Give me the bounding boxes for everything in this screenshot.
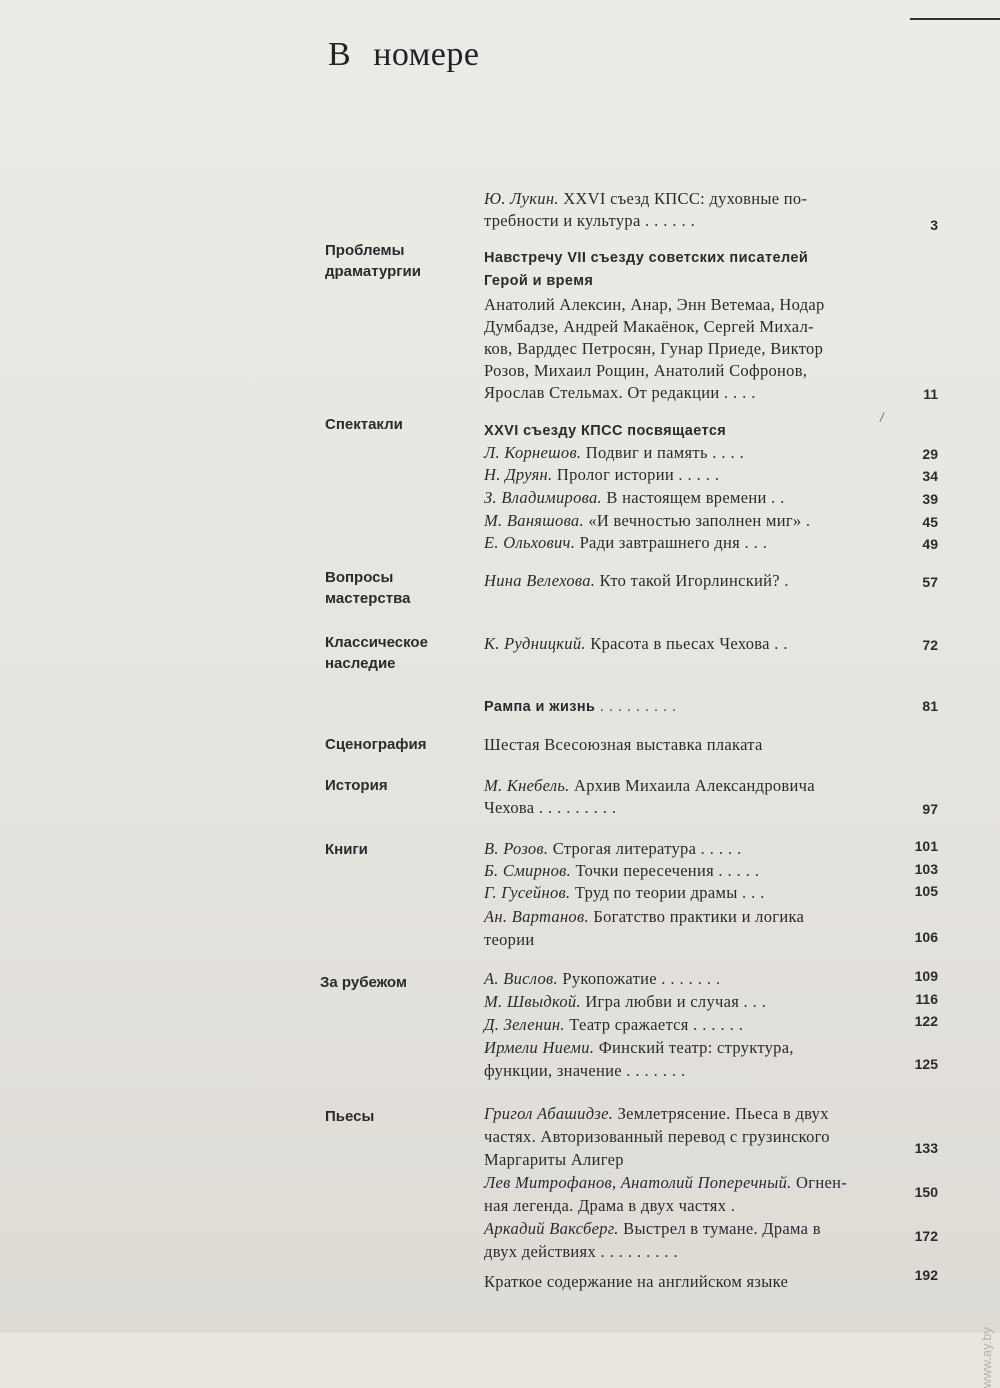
page-number: 106	[914, 929, 938, 945]
page-number: 49	[922, 536, 938, 552]
entry-line: Г. Гусейнов. Труд по теории драмы ...	[484, 883, 770, 902]
title-letter: В	[328, 36, 352, 73]
entry-line: Ирмели Ниеми. Финский театр: структура,	[484, 1038, 794, 1057]
page-number: 103	[914, 861, 938, 877]
page-number: 105	[914, 883, 938, 899]
page-number: 172	[914, 1228, 938, 1244]
page-number: 109	[914, 968, 938, 984]
page-number: 11	[923, 386, 938, 402]
entry-text: ков, Варддес Петросян, Гунар Приеде, Виктор	[484, 339, 824, 358]
entry-line: Аркадий Ваксберг. Выстрел в тумане. Драма в	[484, 1219, 821, 1238]
entry-line: М. Ваняшова. «И вечностью заполнен миг» .	[484, 511, 816, 530]
entry-line: Ан. Вартанов. Богатство практики и логика	[484, 907, 805, 926]
entry-line: Чехова .........	[484, 798, 621, 817]
entry-lukin-line1: Ю. Лукин. XXVI съезд КПСС: духовные по-	[484, 189, 808, 208]
entry-line: ная легенда. Драма в двух частях .	[484, 1196, 740, 1215]
title-word: номере	[373, 36, 480, 73]
section-craft: Вопросы мастерства	[325, 569, 411, 607]
section-performances: Спектакли	[325, 416, 403, 433]
page-title	[328, 36, 479, 74]
page-number: 81	[922, 698, 938, 714]
page-number: 34	[922, 468, 938, 484]
entry-line: З. Владимирова. В настоящем времени ..	[484, 488, 790, 507]
entry-line: Н. Друян. Пролог истории .....	[484, 465, 725, 484]
section-history: История	[325, 777, 388, 794]
page-number: 39	[922, 491, 938, 507]
entry-lukin-line2: требности и культура ......	[484, 211, 700, 230]
entry-line: двух действиях .........	[484, 1242, 683, 1261]
entry-heading: XXVI съезду КПСС посвящается	[484, 423, 727, 439]
entry-line: А. Вислов. Рукопожатие .......	[484, 969, 726, 988]
pencil-mark: /	[880, 410, 884, 425]
page-number: 122	[914, 1013, 938, 1029]
page-number: 101	[914, 838, 938, 854]
section-dramaturgy: Проблемы драматургии	[325, 242, 421, 280]
entry-line: Е. Ольхович. Ради завтрашнего дня ...	[484, 533, 772, 552]
watermark: www.ay.by	[979, 1327, 994, 1388]
entry-heading: Навстречу VII съезду советских писателей	[484, 250, 809, 266]
page-number: 3	[930, 217, 938, 233]
entry-text: Шестая Всесоюзная выставка плаката	[484, 735, 763, 754]
entry-text: Краткое содержание на английском языке	[484, 1272, 789, 1291]
page-number: 29	[922, 446, 938, 462]
entry-line: Лев Митрофанов, Анатолий Поперечный. Огнен-	[484, 1173, 848, 1192]
entry-line: Григол Абашидзе. Землетрясение. Пьеса в двух	[484, 1104, 829, 1123]
page-number: 192	[914, 1267, 938, 1283]
page-number: 125	[914, 1056, 938, 1072]
entry-line: частях. Авторизованный перевод с грузинского	[484, 1127, 830, 1146]
entry-text: Розов, Михаил Рощин, Анатолий Софронов,	[484, 361, 808, 380]
page-number: 150	[914, 1184, 938, 1200]
entry-line: В. Розов. Строгая литература .....	[484, 839, 747, 858]
entry-line: Д. Зеленин. Театр сражается ......	[484, 1015, 748, 1034]
entry-text: Анатолий Алексин, Анар, Энн Ветемаа, Нодар	[484, 295, 825, 314]
page-number: 116	[915, 991, 938, 1007]
entry-heading: Рампа и жизнь .........	[484, 699, 682, 715]
page-number: 133	[914, 1140, 938, 1156]
entry-line: М. Кнебель. Архив Михаила Александровича	[484, 776, 815, 795]
entry-line: Б. Смирнов. Точки пересечения .....	[484, 861, 765, 880]
section-classics: Классическое наследие	[325, 634, 428, 672]
top-rule	[910, 18, 1000, 20]
entry-line: Л. Корнешов. Подвиг и память ....	[484, 443, 749, 462]
entry-line: Нина Велехова. Кто такой Игорлинский? .	[484, 571, 794, 590]
entry-line: К. Рудницкий. Красота в пьесах Чехова ..	[484, 634, 793, 653]
section-plays: Пьесы	[325, 1108, 375, 1125]
section-scenography: Сценография	[325, 736, 427, 753]
entry-line: М. Швыдкой. Игра любви и случая ...	[484, 992, 771, 1011]
section-abroad: За рубежом	[320, 974, 407, 991]
page-number: 57	[922, 574, 938, 590]
page-number: 72	[922, 637, 938, 653]
page-number: 45	[922, 514, 938, 530]
entry-text: Ярослав Стельмах. От редакции ....	[484, 383, 761, 402]
entry-text: Думбадзе, Андрей Макаёнок, Сергей Михал-	[484, 317, 814, 336]
entry-line: теории	[484, 930, 535, 949]
entry-line: Маргариты Алигер	[484, 1150, 624, 1169]
entry-heading: Герой и время	[484, 273, 594, 289]
section-books: Книги	[325, 841, 368, 858]
entry-line: функции, значение .......	[484, 1061, 691, 1080]
page-number: 97	[922, 801, 938, 817]
